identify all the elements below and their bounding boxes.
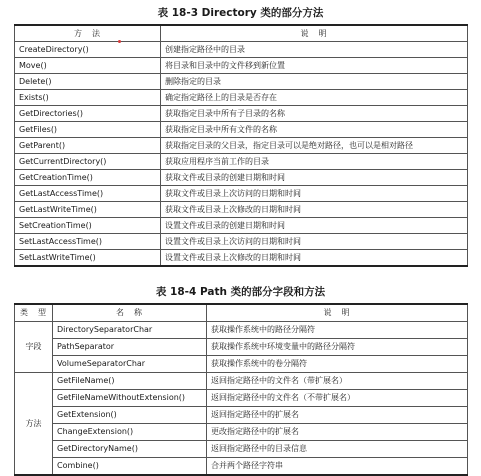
member-name-cell: ChangeExtension() <box>53 424 207 441</box>
description-cell: 获取文件或目录的创建日期和时间 <box>161 170 468 186</box>
type-cell: 字段 <box>15 322 53 373</box>
table-row <box>15 106 468 122</box>
description-cell: 设置文件或目录的创建日期和时间 <box>161 218 468 234</box>
method-name-cell: GetLastAccessTime() <box>15 186 161 202</box>
description-cell: 返回指定路径中的文件名（不带扩展名） <box>207 390 468 407</box>
table-row <box>15 441 468 458</box>
table-row <box>15 234 468 250</box>
method-name-cell: GetCreationTime() <box>15 170 161 186</box>
table-row <box>15 407 468 424</box>
description-cell: 返回指定路径中的目录信息 <box>207 441 468 458</box>
table-row <box>15 458 468 476</box>
member-name-cell: VolumeSeparatorChar <box>53 356 207 373</box>
description-cell: 获取操作系统中环境变量中的路径分隔符 <box>207 339 468 356</box>
member-name-cell: GetFileNameWithoutExtension() <box>53 390 207 407</box>
description-cell: 将目录和目录中的文件移到新位置 <box>161 58 468 74</box>
description-cell: 获取操作系统中的卷分隔符 <box>207 356 468 373</box>
table-row <box>15 170 468 186</box>
description-cell: 合并两个路径字符串 <box>207 458 468 476</box>
table-row <box>15 186 468 202</box>
table-row <box>15 339 468 356</box>
table-row <box>15 202 468 218</box>
description-cell: 设置文件或目录上次访问的日期和时间 <box>161 234 468 250</box>
table-row <box>15 218 468 234</box>
table-row <box>15 58 468 74</box>
table2-caption: 表 18-4 Path 类的部分字段和方法 <box>155 286 326 298</box>
directory-methods-table <box>14 24 468 267</box>
description-cell: 更改指定路径中的扩展名 <box>207 424 468 441</box>
description-cell: 获取文件或目录上次修改的日期和时间 <box>161 202 468 218</box>
method-name-cell: SetLastAccessTime() <box>15 234 161 250</box>
member-name-cell: PathSeparator <box>53 339 207 356</box>
table2-header-description: 说 明 <box>207 304 468 322</box>
table1-header-description: 说 明 <box>161 25 468 42</box>
table-row <box>15 390 468 407</box>
description-cell: 获取指定目录的父目录，指定目录可以是绝对路径，也可以是相对路径 <box>161 138 468 154</box>
description-cell: 设置文件或目录上次修改的日期和时间 <box>161 250 468 267</box>
member-name-cell: GetExtension() <box>53 407 207 424</box>
method-name-cell: GetParent() <box>15 138 161 154</box>
method-name-cell: GetLastWriteTime() <box>15 202 161 218</box>
table-row <box>15 138 468 154</box>
table-row <box>15 42 468 58</box>
table1-header-method: 方 法 <box>15 25 161 42</box>
method-name-cell: Exists() <box>15 90 161 106</box>
description-cell: 获取操作系统中的路径分隔符 <box>207 322 468 339</box>
member-name-cell: DirectorySeparatorChar <box>53 322 207 339</box>
member-name-cell: GetFileName() <box>53 373 207 390</box>
table-row <box>15 424 468 441</box>
method-name-cell: GetFiles() <box>15 122 161 138</box>
table-row <box>15 250 468 267</box>
table-row <box>15 74 468 90</box>
description-cell: 获取应用程序当前工作的目录 <box>161 154 468 170</box>
method-name-cell: Delete() <box>15 74 161 90</box>
description-cell: 返回指定路径中的扩展名 <box>207 407 468 424</box>
description-cell: 删除指定的目录 <box>161 74 468 90</box>
method-name-cell: GetCurrentDirectory() <box>15 154 161 170</box>
method-name-cell: SetCreationTime() <box>15 218 161 234</box>
member-name-cell: GetDirectoryName() <box>53 441 207 458</box>
table-row <box>15 356 468 373</box>
type-cell: 方法 <box>15 373 53 476</box>
table-row <box>15 373 468 390</box>
table-row <box>15 90 468 106</box>
description-cell: 获取文件或目录上次访问的日期和时间 <box>161 186 468 202</box>
member-name-cell: Combine() <box>53 458 207 476</box>
description-cell: 获取指定目录中所有文件的名称 <box>161 122 468 138</box>
table-row <box>15 322 468 339</box>
description-cell: 创建指定路径中的目录 <box>161 42 468 58</box>
method-name-cell: CreateDirectory() <box>15 42 161 58</box>
method-name-cell: GetDirectories() <box>15 106 161 122</box>
path-members-table <box>14 303 468 476</box>
description-cell: 确定指定路径上的目录是否存在 <box>161 90 468 106</box>
table2-header-name: 名 称 <box>53 304 207 322</box>
table-row <box>15 154 468 170</box>
description-cell: 返回指定路径中的文件名（带扩展名） <box>207 373 468 390</box>
table2-header-type: 类 型 <box>15 304 53 322</box>
method-name-cell: Move() <box>15 58 161 74</box>
table1-caption: 表 18-3 Directory 类的部分方法 <box>157 7 324 19</box>
table-row <box>15 122 468 138</box>
description-cell: 获取指定目录中所有子目录的名称 <box>161 106 468 122</box>
red-dot-mark <box>118 40 121 43</box>
method-name-cell: SetLastWriteTime() <box>15 250 161 267</box>
